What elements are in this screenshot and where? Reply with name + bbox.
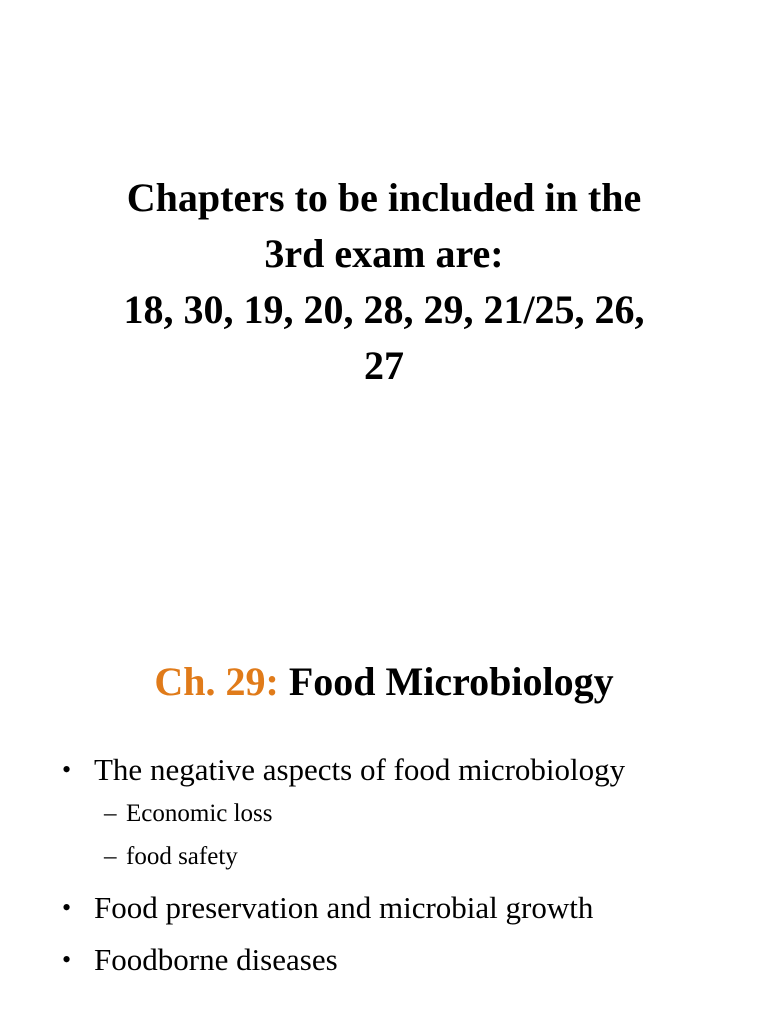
chapter-bullet-list	[60, 748, 760, 982]
sub-bullet-item	[60, 792, 760, 835]
chapter-name: Food Microbiology	[288, 659, 614, 704]
bullet-text: Food preservation and microbial growth	[94, 890, 594, 925]
sub-bullet-text: food safety	[126, 843, 238, 870]
heading-line-4: 27	[364, 343, 404, 388]
heading-line-1: Chapters to be included in the	[126, 175, 642, 220]
heading-line-2: 3rd exam are:	[264, 231, 504, 276]
chapter-title	[0, 654, 768, 710]
sub-bullet-glyph: –	[104, 843, 117, 870]
exam-chapters-heading	[0, 170, 768, 394]
bullet-item	[60, 938, 760, 982]
bullet-glyph: •	[62, 755, 72, 784]
sub-bullet-text: Economic loss	[126, 800, 273, 827]
bullet-glyph: •	[62, 893, 72, 922]
bullet-item	[60, 748, 760, 792]
bullet-text: The negative aspects of food microbiology	[94, 752, 626, 787]
bullet-item	[60, 886, 760, 930]
sub-bullet-item	[60, 835, 760, 878]
sub-bullet-glyph: –	[104, 800, 117, 827]
chapter-number: Ch. 29:	[154, 659, 279, 704]
bullet-glyph: •	[62, 945, 72, 974]
bullet-text: Foodborne diseases	[94, 942, 338, 977]
heading-line-3: 18, 30, 19, 20, 28, 29, 21/25, 26,	[123, 287, 645, 332]
